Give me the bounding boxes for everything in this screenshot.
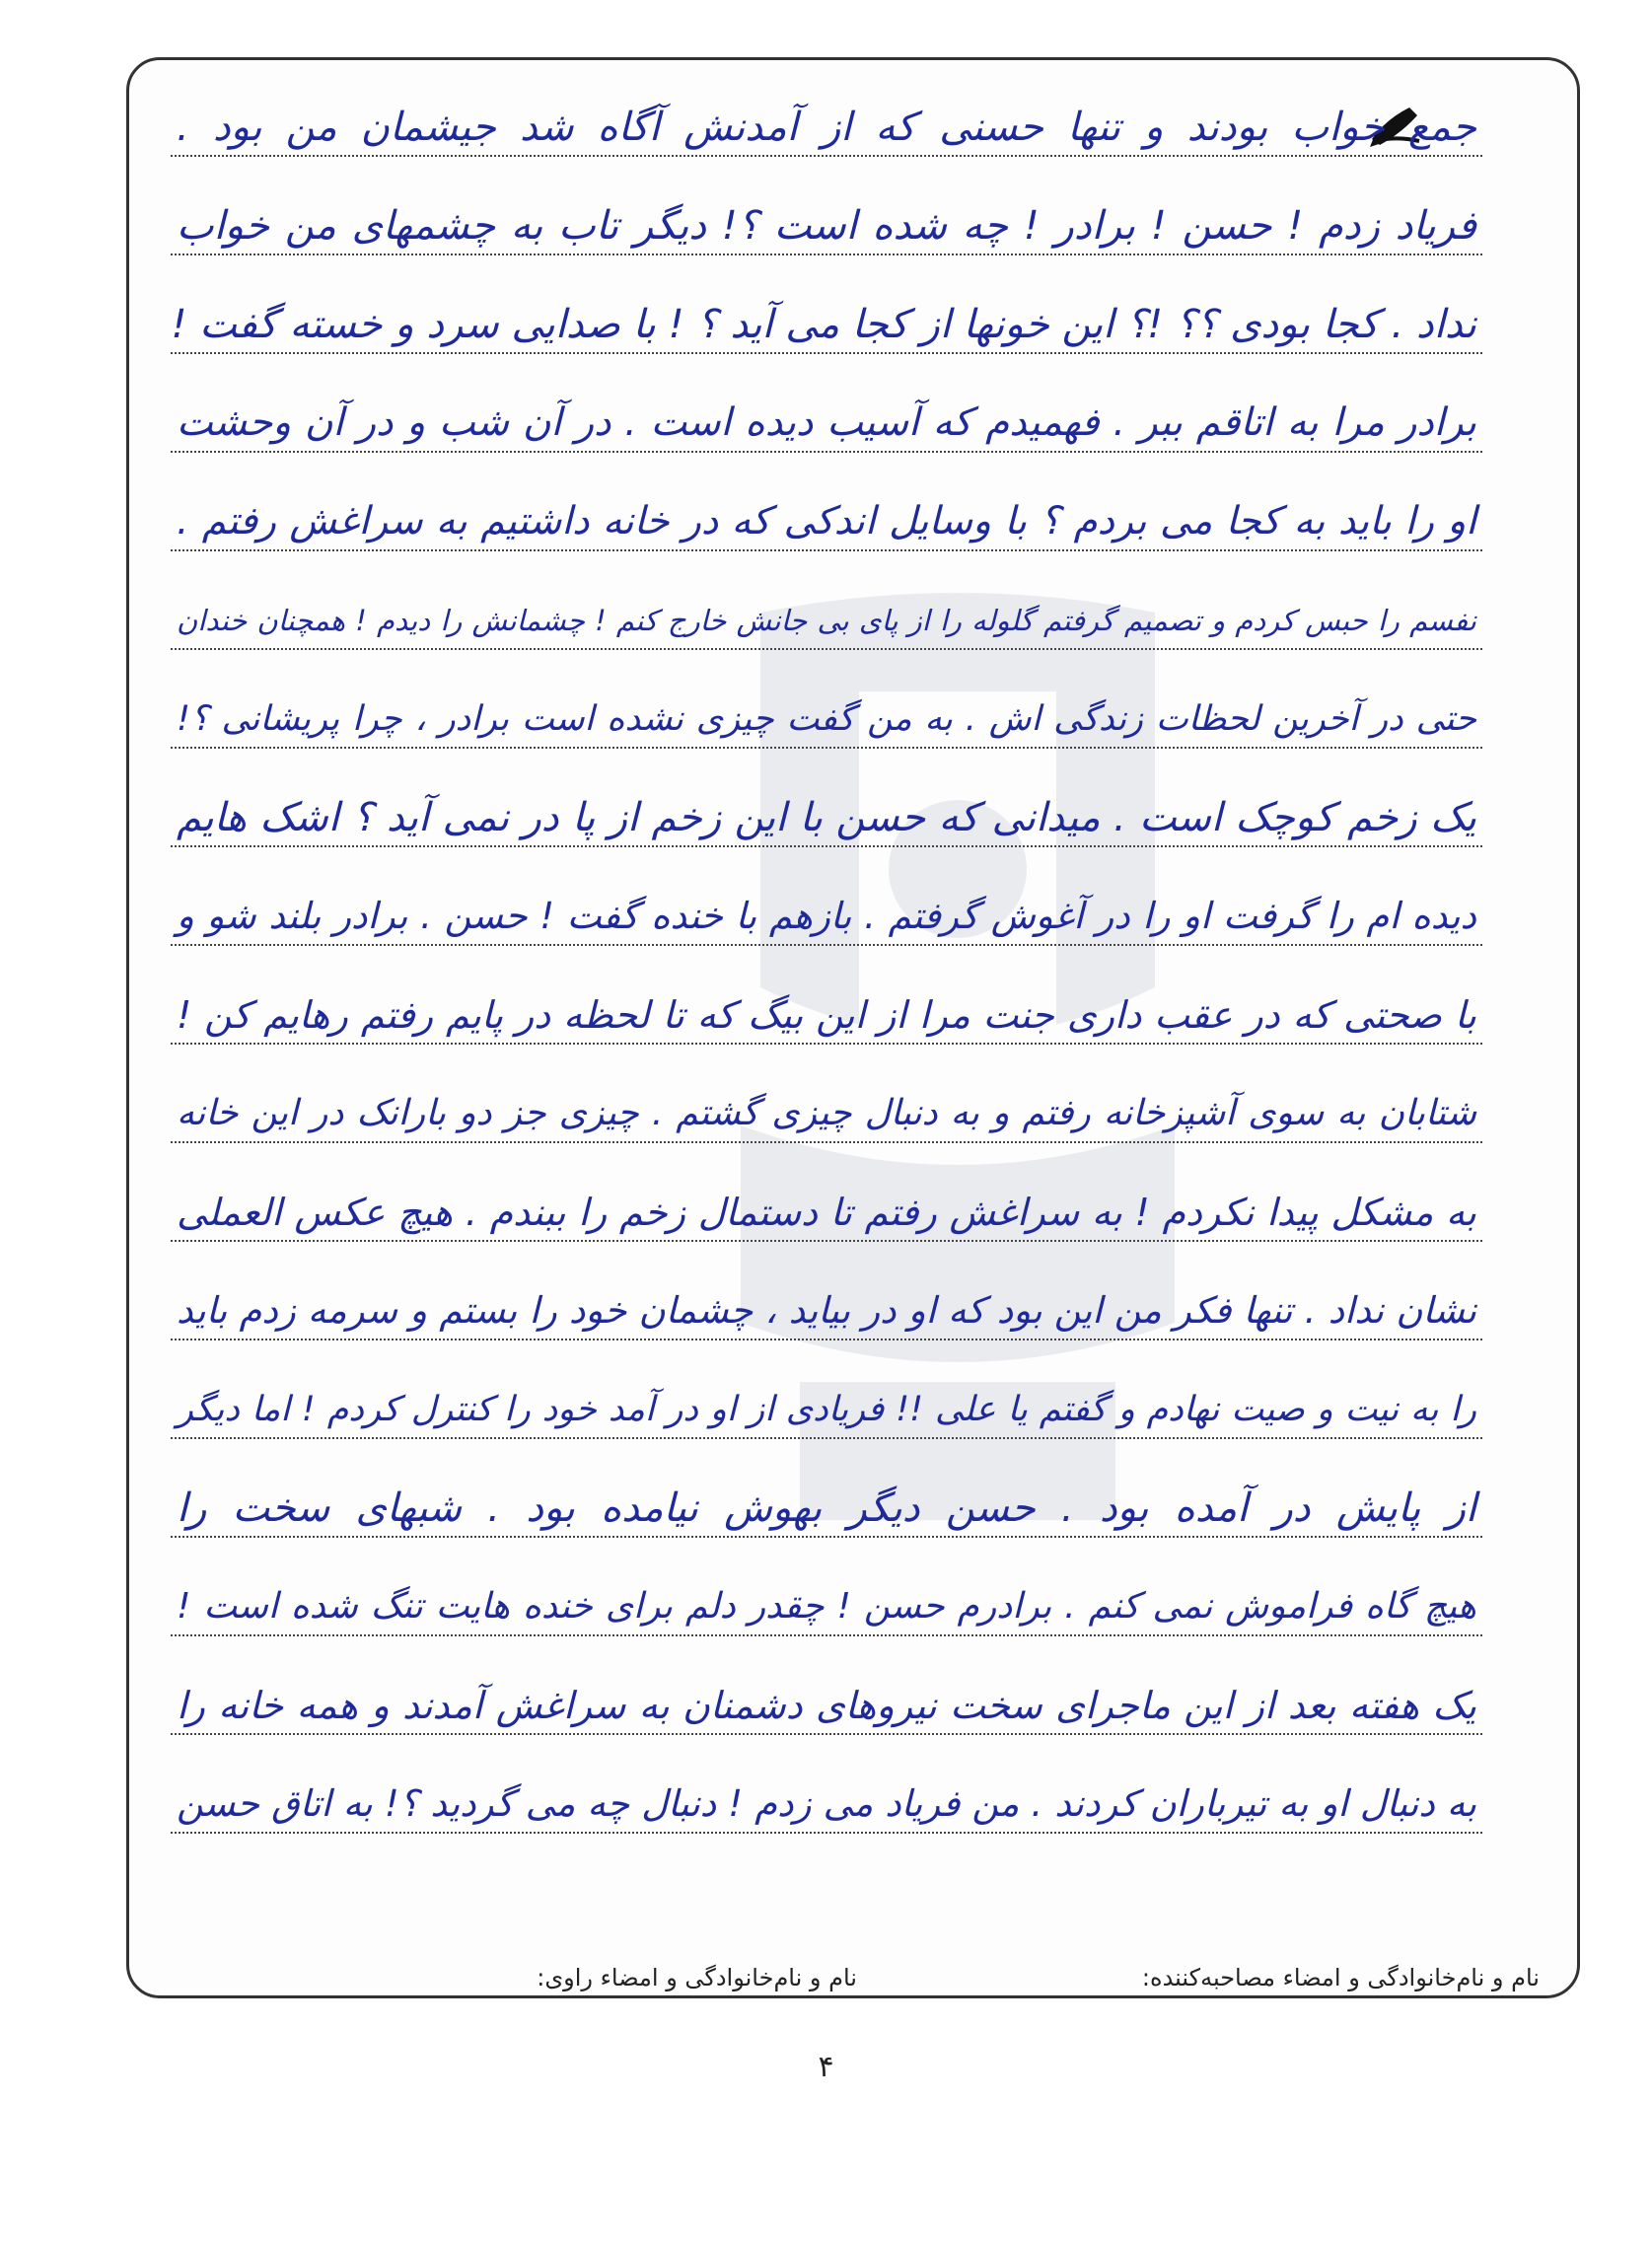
handwritten-line-6: نفسم را حبس کردم و تصمیم گرفتم گلوله را از پای بی جانش خارج کنم ! چشمانش را دیدم ! همچنان خندان [171, 591, 1482, 650]
handwritten-line-1: جمع خواب بودند و تنها حسنی که از آمدنش آگاه شد جیشمان من بود . [171, 98, 1482, 157]
page-number: ۴ [818, 2050, 834, 2084]
handwritten-line-13: نشان نداد . تنها فکر من این بود که او در بیاید ، چشمان خود را بستم و سرمه زدم باید [171, 1281, 1482, 1340]
handwritten-line-10: با صحتی که در عقب داری جنت مرا از این بیگ که تا لحظه در پایم رفتم رهایم کن ! [171, 985, 1482, 1045]
handwritten-line-11: شتابان به سوی آشپزخانه رفتم و به دنبال چیزی گشتم . چیزی جز دو بارانک در این خانه [171, 1084, 1482, 1143]
handwritten-line-18: به دنبال او به تیرباران کردند . من فریاد می زدم ! دنبال چه می گردید ؟! به اتاق حسن [171, 1774, 1482, 1834]
handwritten-line-5: او را باید به کجا می بردم ؟ با وسایل اندکی که در خانه داشتیم به سراغش رفتم . [171, 492, 1482, 551]
handwritten-line-15: از پایش در آمده بود . حسن دیگر بهوش نیامده بود . شبهای سخت را [171, 1479, 1482, 1538]
handwritten-line-14: را به نیت و صیت نهادم و گفتم یا علی !! فریادی از او در آمد خود را کنترل کردم ! اما دیگر [171, 1380, 1482, 1439]
handwritten-line-7: حتی در آخرین لحظات زندگی اش . به من گفت چیزی نشده است برادر ، چرا پریشانی ؟! [171, 689, 1482, 749]
handwritten-line-4: برادر مرا به اتاقم ببر . فهمیدم که آسیب دیده است . در آن شب و در آن وحشت [171, 394, 1482, 453]
handwritten-line-3: نداد . کجا بودی ؟؟ !؟ این خونها از کجا می آید ؟ ! با صدایی سرد و خسته گفت ! [171, 295, 1482, 354]
handwritten-line-8: یک زخم کوچک است . میدانی که حسن با این زخم از پا در نمی آید ؟ اشک هایم [171, 788, 1482, 847]
handwritten-line-17: یک هفته بعد از این ماجرای سخت نیروهای دشمنان به سراغش آمدند و همه خانه را [171, 1676, 1482, 1735]
handwritten-line-9: دیده ام را گرفت او را در آغوش گرفتم . بازهم با خنده گفت ! حسن . برادر بلند شو و [171, 887, 1482, 946]
handwritten-line-2: فریاد زدم ! حسن ! برادر ! چه شده است ؟! دیگر تاب به چشمهای من خواب [171, 196, 1482, 255]
handwritten-line-16: هیچ گاه فراموش نمی کنم . برادرم حسن ! چقدر دلم برای خنده هایت تنگ شده است ! [171, 1577, 1482, 1636]
narrator-signature-label: نام و نام‌خانوادگی و امضاء راوی: [537, 1964, 857, 1991]
form-frame [126, 57, 1580, 1998]
interviewer-signature-label: نام و نام‌خانوادگی و امضاء مصاحبه‌کننده: [1141, 1964, 1540, 1991]
handwritten-line-12: به مشکل پیدا نکردم ! به سراغش رفتم تا دستمال زخم را ببندم . هیچ عکس العملی [171, 1183, 1482, 1242]
signature-footer [129, 1964, 1577, 1998]
